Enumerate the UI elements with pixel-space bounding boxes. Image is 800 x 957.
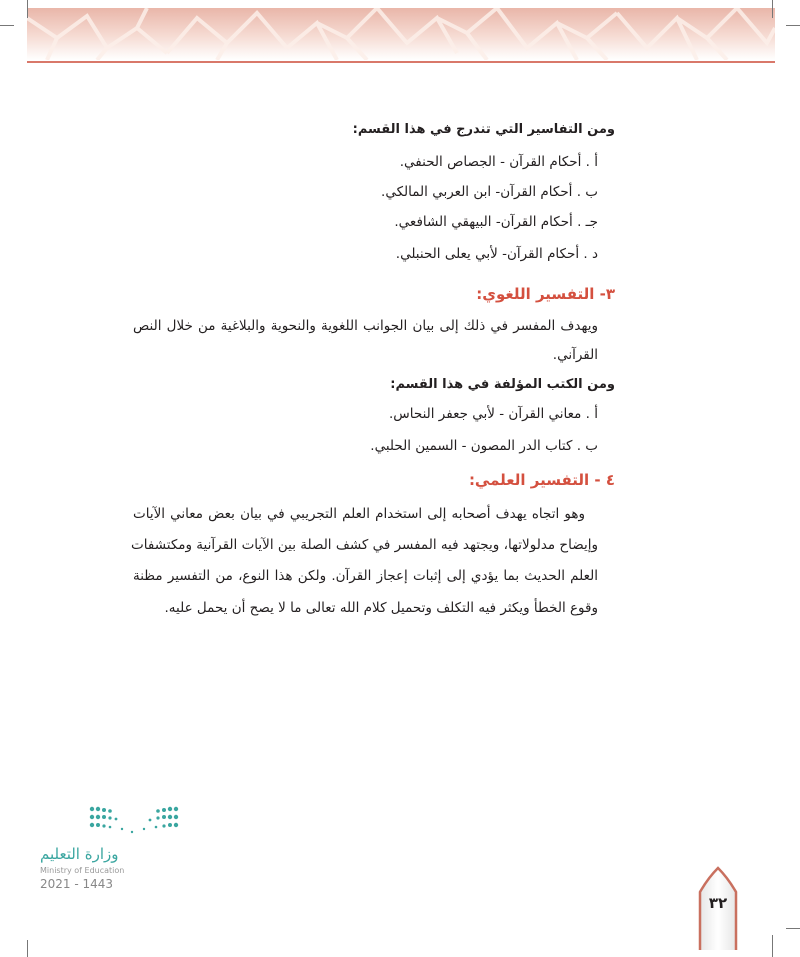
crop-mark — [772, 0, 773, 18]
paragraph-line: القرآني. — [552, 347, 598, 363]
crop-mark — [772, 935, 773, 957]
arabesque-pattern — [27, 8, 775, 60]
crop-mark — [27, 0, 28, 18]
section-heading: ٤ - التفسير العلمي: — [468, 471, 615, 489]
paragraph-line: وقوع الخطأ ويكثر فيه التكلف وتحميل كلام الله تعالى ما لا يصح أن يحمل عليه. — [164, 600, 598, 616]
list-item: د . أحكام القرآن- لأبي يعلى الحنبلي. — [395, 246, 598, 262]
list-item: أ . أحكام القرآن - الجصاص الحنفي. — [399, 154, 598, 170]
paragraph-line: وهو اتجاه يهدف أصحابه إلى استخدام العلم التجريبي في بيان بعض معاني الآيات — [133, 506, 585, 522]
paragraph-line: العلم الحديث بما يؤدي إلى إثبات إعجاز القرآن. ولكن هذا النوع، من التفسير مظنة — [133, 568, 598, 584]
crop-mark — [0, 25, 14, 26]
books-intro: ومن التفاسير التي تندرج في هذا القسم: — [352, 122, 615, 137]
list-item: أ . معاني القرآن - لأبي جعفر النحاس. — [388, 406, 598, 422]
crop-mark — [786, 928, 800, 929]
paragraph-line: ويهدف المفسر في ذلك إلى بيان الجوانب اللغوية والنحوية والبلاغية من خلال النص — [133, 318, 598, 334]
logo-dots-icon — [88, 805, 180, 835]
books-intro: ومن الكتب المؤلفة في هذا القسم: — [390, 377, 615, 392]
page-number-badge — [698, 866, 738, 950]
header-decorative-band — [27, 8, 775, 60]
edition-year: 2021 - 1443 — [40, 877, 114, 891]
paragraph-line: وإيضاح مدلولاتها، ويجتهد فيه المفسر في كشف الصلة بين الآيات القرآنية ومكتشفات — [131, 537, 598, 553]
crop-mark — [27, 940, 28, 957]
page-number: ٣٢ — [708, 894, 728, 912]
list-item: ب . كتاب الدر المصون - السمين الحلبي. — [370, 438, 598, 454]
header-rule — [27, 61, 775, 63]
crop-mark — [786, 25, 800, 26]
logo-arabic-text: وزارة التعليم — [40, 845, 119, 863]
list-item: جـ . أحكام القرآن- البيهقي الشافعي. — [394, 214, 598, 230]
section-heading: ٣- التفسير اللغوي: — [476, 285, 615, 303]
logo-english-text: Ministry of Education — [40, 866, 125, 875]
list-item: ب . أحكام القرآن- ابن العربي المالكي. — [381, 184, 598, 200]
